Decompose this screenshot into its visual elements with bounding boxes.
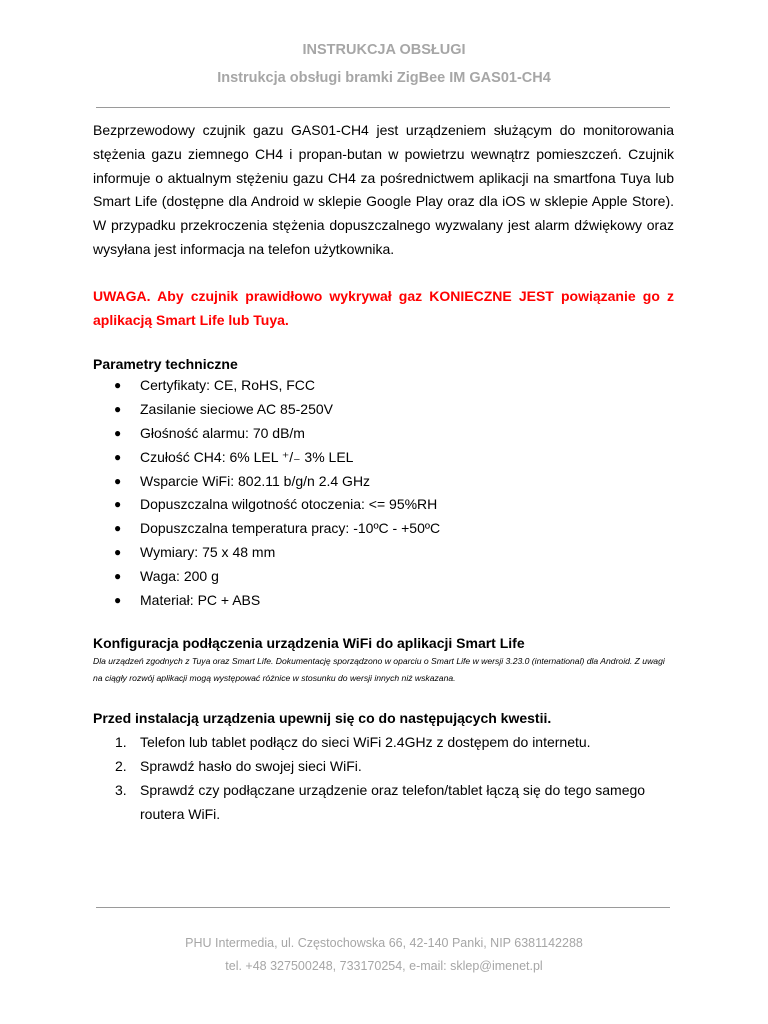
list-item-text: Waga: 200 g (140, 567, 219, 584)
bullet-icon: ● (114, 521, 122, 536)
list-item (93, 755, 674, 779)
list-item (93, 470, 674, 494)
list-item (93, 493, 674, 517)
list-item-text: Dopuszczalna temperatura pracy: -10ºC - +50ºC (140, 520, 441, 537)
list-item (93, 517, 674, 541)
bullet-icon: ● (114, 425, 122, 440)
list-item (93, 731, 674, 755)
step-number: 3. (115, 781, 127, 798)
bullet-icon: ● (114, 449, 122, 464)
footer-contact: tel. +48 327500248, 733170254, e-mail: sklep@imenet.pl (225, 959, 543, 973)
list-item (93, 541, 674, 565)
list-item-text: Wsparcie WiFi: 802.11 b/g/n 2.4 GHz (140, 472, 371, 489)
bullet-icon: ● (114, 473, 122, 488)
step-text: Telefon lub tablet podłącz do sieci WiFi 2.4GHz z dostępem do internetu. (140, 734, 591, 751)
header-divider (96, 107, 670, 108)
parameters-heading: Parametry techniczne (93, 356, 238, 373)
list-item-text: Dopuszczalna wilgotność otoczenia: <= 95%RH (140, 496, 438, 513)
header-title: INSTRUKCJA OBSŁUGI (302, 42, 466, 58)
list-item-text: Wymiary: 75 x 48 mm (140, 543, 276, 560)
list-item-text: Głośność alarmu: 70 dB/m (140, 424, 305, 441)
before-install-heading: Przed instalacją urządzenia upewnij się co do następujących kwestii. (93, 710, 552, 727)
list-item (93, 446, 674, 470)
step-text: Sprawdź czy podłączane urządzenie oraz telefon/tablet łączą się do tego samego routera WiFi. (140, 781, 646, 822)
before-install-steps (93, 731, 674, 826)
bullet-icon: ● (114, 568, 122, 583)
bullet-icon: ● (114, 497, 122, 512)
config-heading: Konfiguracja podłączenia urządzenia WiFi do aplikacji Smart Life (93, 635, 525, 652)
list-item-text: Certyfikaty: CE, RoHS, FCC (140, 377, 316, 394)
list-item (93, 422, 674, 446)
list-item (93, 565, 674, 589)
list-item (93, 779, 674, 827)
list-item-text: Czułość CH4: 6% LEL ⁺/₋ 3% LEL (140, 448, 354, 465)
list-item (93, 398, 674, 422)
header-subtitle: Instrukcja obsługi bramki ZigBee IM GAS01-CH4 (217, 70, 551, 86)
list-item-text: Materiał: PC + ABS (140, 591, 261, 608)
list-item (93, 589, 674, 613)
parameters-list (93, 374, 674, 612)
list-item (93, 374, 674, 398)
step-number: 2. (115, 758, 127, 775)
bullet-icon: ● (114, 378, 122, 393)
bullet-icon: ● (114, 544, 122, 559)
warning-paragraph: UWAGA. Aby czujnik prawidłowo wykrywał gaz KONIECZNE JEST powiązanie go z aplikacją Smart Life lub Tuya. (93, 287, 674, 328)
bullet-icon: ● (114, 592, 122, 607)
bullet-icon: ● (114, 402, 122, 417)
footer-divider (96, 907, 670, 908)
footer-address: PHU Intermedia, ul. Częstochowska 66, 42-140 Panki, NIP 6381142288 (185, 936, 583, 950)
intro-paragraph: Bezprzewodowy czujnik gazu GAS01-CH4 jest urządzeniem służącym do monitorowania stężenia gazu ziemnego CH4 i propan-butan w powietrzu wewnątrz pomieszczeń. Czujnik informuje o aktualnym stężeniu gazu CH4 za pośrednictwem aplikacji na smartfona Tuya lub Smart Life (dostępne dla Android w sklepie Google Play oraz dla iOS w sklepie Apple Store). W przypadku przekroczenia stężenia dopuszczalnego wyzwalany jest alarm dźwiękowy oraz wysyłana jest informacja na telefon użytkownika. (93, 122, 674, 257)
config-note: Dla urządzeń zgodnych z Tuya oraz Smart Life. Dokumentację sporządzono w oparciu o Smart Life w wersji 3.23.0 (international) dla Android. Z uwagi na ciągły rozwój aplikacji mogą występować różnice w stosunku do wersji innych niż wskazana. (93, 656, 665, 684)
step-number: 1. (115, 734, 127, 751)
step-text: Sprawdź hasło do swojej sieci WiFi. (140, 758, 362, 775)
list-item-text: Zasilanie sieciowe AC 85-250V (140, 401, 333, 418)
document-body (93, 119, 674, 827)
